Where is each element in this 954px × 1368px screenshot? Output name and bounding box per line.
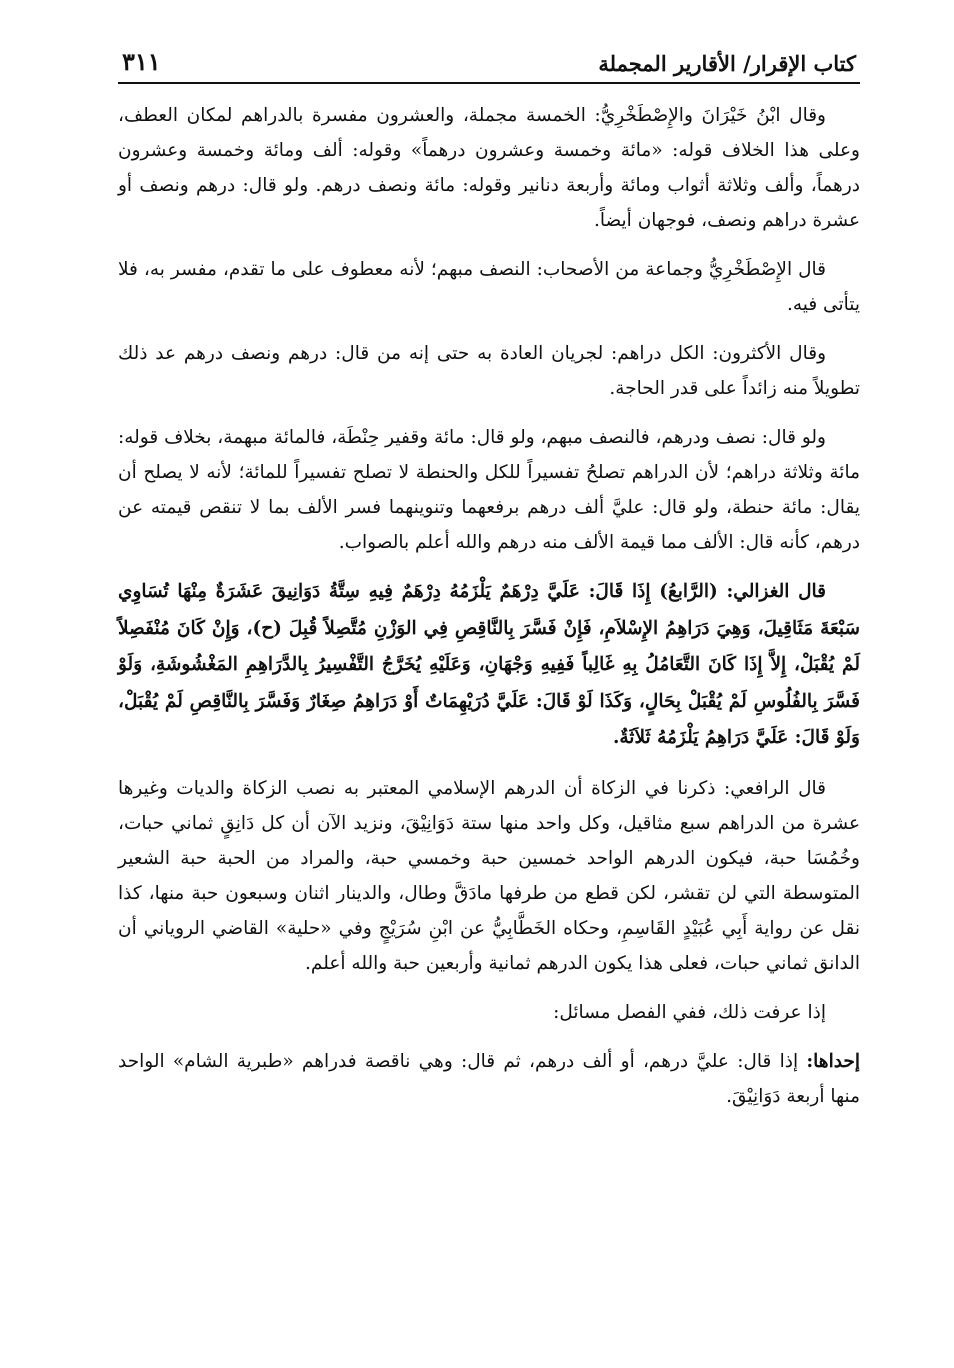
paragraph-first-issue — [118, 1044, 860, 1114]
page-header — [118, 36, 860, 76]
book-page — [118, 36, 860, 1128]
paragraph-ghazali-matn: قال الغزالي: (الرَّابعُ) إِذَا قَالَ: عَلَيَّ دِرْهَمٌ يَلْزَمُهُ دِرْهَمٌ فِيهِ سِتَّةُ دَوَانِيقَ عَشَرَةٌ مِنْهَا تُسَاوِي سَبْعَةَ مَثَاقِيلَ، وَهِيَ دَرَاهِمُ الإِسْلاَمِ، فَإِنْ فَسَّرَ بِالنَّاقِصِ فِي الوَزْنِ مُتَّصِلاً قُبِلَ (ح)، وَإِنْ كَانَ مُنْفَصِلاً لَمْ يُقْبَلْ، إِلاَّ إِذَا كَانَ التَّعَامُلُ بِهِ غَالِباً فَفِيهِ وَجْهَانِ، وَعَلَيْهِ يُخَرَّجُ التَّفْسِيرُ بِالدَّرَاهِمِ المَغْشُوشَةِ، وَلَوْ فَسَّرَ بِالفُلُوسِ لَمْ يُقْبَلْ بِحَالٍ، وَكَذَا لَوْ قَالَ: عَلَيَّ دُرَيْهِمَاتٌ أَوْ دَرَاهِمُ صِغَارٌ وَفَسَّرَ بِالنَّاقِصِ لَمْ يُقْبَلْ، وَلَوْ قَالَ: عَلَيَّ دَرَاهِمُ يَلْزَمُهُ ثَلاَثَةٌ. — [118, 581, 860, 748]
paragraph-masail-intro: إذا عرفت ذلك، ففي الفصل مسائل: — [553, 1001, 826, 1023]
paragraph-ibn-khayran: وقال ابْنُ خَيْرَانَ والإِصْطَخْرِيُّ: الخمسة مجملة، والعشرون مفسرة بالدراهم لمكان العطف، وعلى هذا الخلاف قوله: «مائة وخمسة وعشرون درهماً» وقوله: ألف ومائة وخمسة وعشرون درهماً، وألف وثلاثة أثواب ومائة وأربعة دنانير وقوله: مائة ونصف درهم. ولو قال: درهم ونصف أو عشرة دراهم ونصف، فوجهان أيضاً. — [118, 105, 860, 231]
first-issue-text: إذا قال: عليَّ درهم، أو ألف درهم، ثم قال: وهي ناقصة فدراهم «طبرية الشام» الواحد منها أربعة دَوَانِيْقَ. — [118, 1050, 860, 1107]
header-rule — [118, 82, 860, 84]
paragraph-majority: وقال الأكثرون: الكل دراهم: لجريان العادة به حتى إنه من قال: درهم ونصف درهم عد ذلك تطويلاً منه زائداً على قدر الحاجة. — [118, 343, 860, 399]
page-number: ٣١١ — [122, 47, 161, 76]
first-issue-lead: إحداها: — [806, 1050, 860, 1072]
paragraph-istakhri: قال الإِصْطَخْرِيُّ وجماعة من الأصحاب: النصف مبهم؛ لأنه معطوف على ما تقدم، مفسر به، فلا يتأتى فيه. — [118, 259, 860, 315]
paragraph-half-dirham: ولو قال: نصف ودرهم، فالنصف مبهم، ولو قال: مائة وقفير حِنْطَة، فالمائة مبهمة، بخلاف قوله: مائة وثلاثة دراهم؛ لأن الدراهم تصلحُ تفسيراً للكل والحنطة لا تصلح تفسيراً للمائة؛ لأنه لا يصلح أن يقال: مائة حنطة، ولو قال: عليَّ ألف درهم برفعهما وتنوينهما فسر الألف بما لا تنقص قيمته عن درهم، كأنه قال: الألف مما قيمة الألف منه درهم والله أعلم بالصواب. — [118, 427, 860, 553]
running-title: كتاب الإقرار/ الأقارير المجملة — [598, 51, 856, 76]
paragraph-rafii: قال الرافعي: ذكرنا في الزكاة أن الدرهم الإسلامي المعتبر به نصب الزكاة والديات وغيرها عشرة من الدراهم سبع مثاقيل، وكل واحد منها ستة دَوَانِيْقَ، ونزيد الآن أن كل دَانِقٍ ثماني حبات، وخُمُسَا حبة، فيكون الدرهم الواحد خمسين حبة وخمسي حبة، والمراد من الحبة حبة الشعير المتوسطة التي لن تقشر، لكن قطع من طرفها مادَقَّ وطال، والدينار اثنان وسبعون حبة منها، كذا نقل عن رواية أَبِي عُبَيْدٍ القَاسِمِ، وحكاه الخَطَّابِيُّ عن ابْنِ سُرَيْجٍ وفي «حلية» القاضي الروياني أن الدانق ثماني حبات، فعلى هذا يكون الدرهم ثمانية وأربعين حبة والله أعلم. — [118, 777, 860, 974]
